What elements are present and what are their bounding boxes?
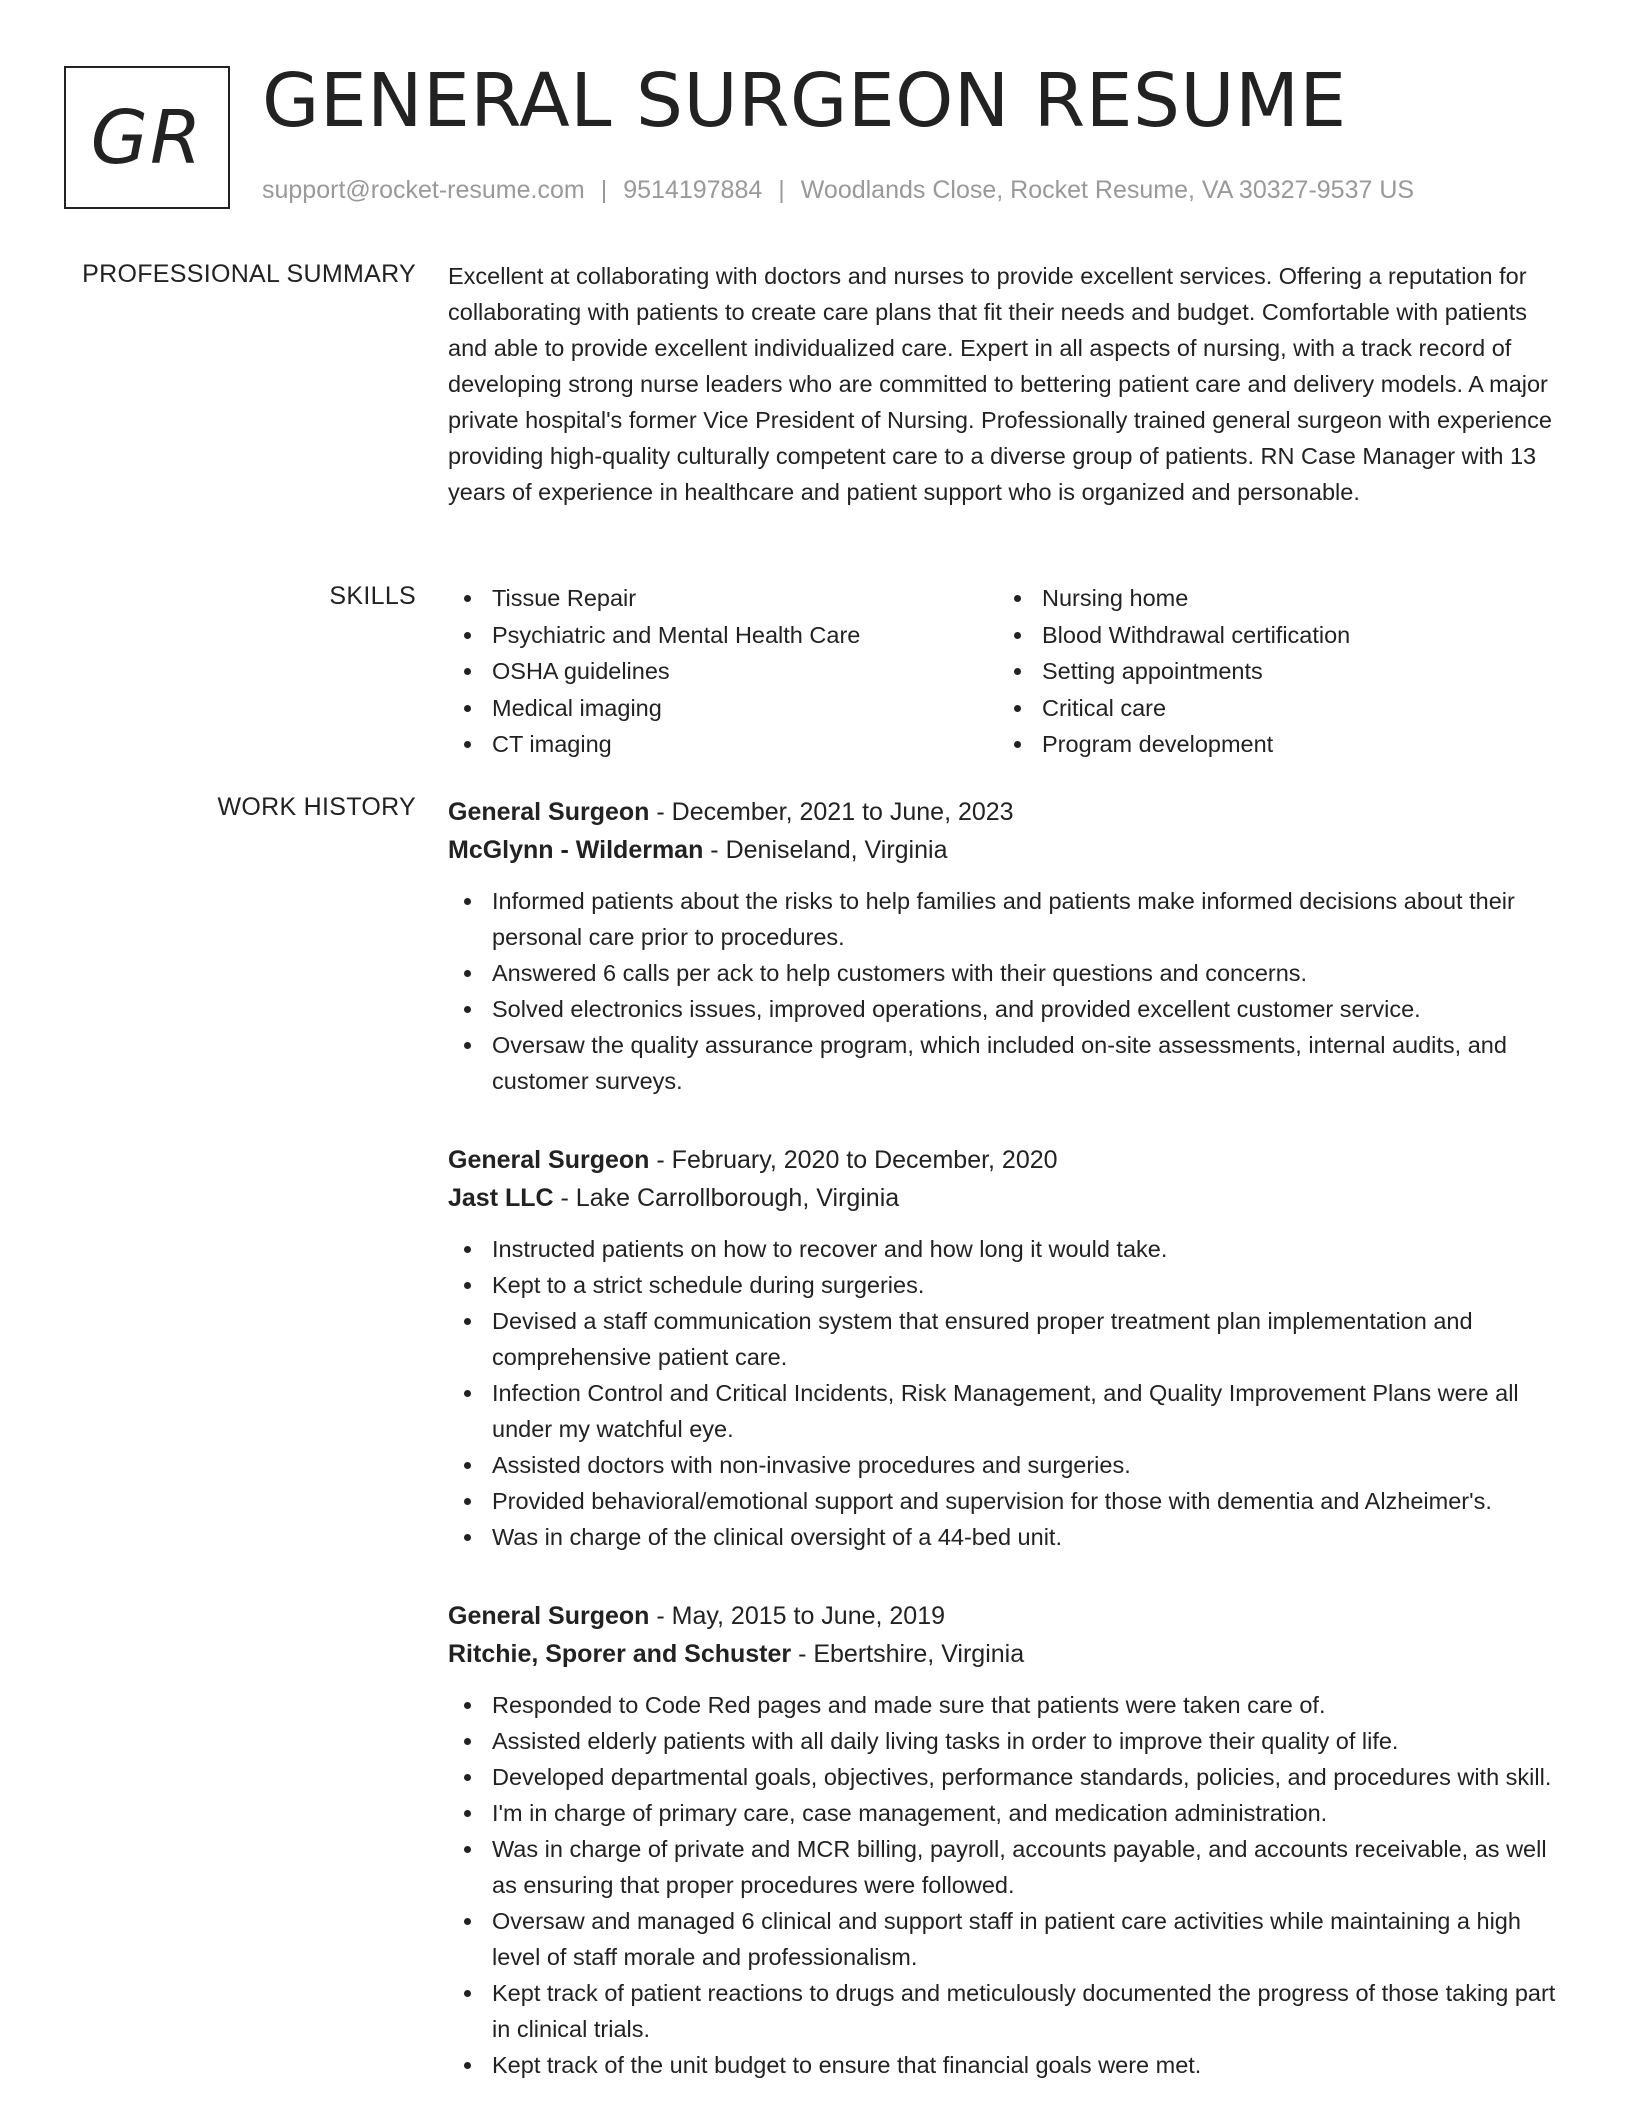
job-company-line	[448, 1635, 1568, 1673]
job-bullet: Informed patients about the risks to help families and patients make informed decisions about their personal care prior to procedures.	[448, 883, 1568, 955]
job-title: General Surgeon	[448, 798, 650, 826]
job-location: - Ebertshire, Virginia	[791, 1640, 1025, 1668]
job-title: General Surgeon	[448, 1602, 650, 1630]
job-bullet-list	[448, 1231, 1568, 1555]
job-company-line	[448, 831, 1568, 869]
summary-body	[448, 258, 1568, 510]
job-bullet: Provided behavioral/emotional support and supervision for those with dementia and Alzheimer's.	[448, 1483, 1568, 1519]
job-bullet: Devised a staff communication system that ensured proper treatment plan implementation and comprehensive patient care.	[448, 1303, 1568, 1375]
contact-separator: |	[600, 176, 608, 204]
job-bullet: Kept to a strict schedule during surgeries.	[448, 1267, 1568, 1303]
job-bullet: Assisted doctors with non-invasive procedures and surgeries.	[448, 1447, 1568, 1483]
skill-item: OSHA guidelines	[448, 653, 998, 690]
skill-item: CT imaging	[448, 726, 998, 763]
job-bullet-list	[448, 1687, 1568, 2083]
job-location: - Lake Carrollborough, Virginia	[553, 1184, 900, 1212]
contact-separator: |	[778, 176, 785, 204]
contact-phone: 9514197884	[623, 176, 763, 204]
monogram-box	[64, 66, 230, 209]
monogram-initials: GR	[90, 94, 204, 181]
job-bullet: Kept track of the unit budget to ensure that financial goals were met.	[448, 2047, 1568, 2083]
skills-columns	[448, 580, 1568, 763]
job-bullet: Assisted elderly patients with all daily living tasks in order to improve their quality of life.	[448, 1723, 1568, 1759]
job-bullet-list	[448, 883, 1568, 1099]
job-entry	[448, 1141, 1568, 1555]
job-location: - Deniseland, Virginia	[703, 836, 948, 864]
skill-item: Program development	[998, 726, 1548, 763]
section-label-skills: SKILLS	[329, 582, 416, 610]
job-company-line	[448, 1179, 1568, 1217]
skills-list-right	[998, 580, 1548, 763]
skill-item: Setting appointments	[998, 653, 1548, 690]
job-title-line	[448, 1141, 1568, 1179]
job-bullet: Answered 6 calls per ack to help customers with their questions and concerns.	[448, 955, 1568, 991]
contact-email: support@rocket-resume.com	[262, 176, 585, 204]
skill-item: Critical care	[998, 690, 1548, 727]
skill-item: Medical imaging	[448, 690, 998, 727]
job-bullet: Responded to Code Red pages and made sure that patients were taken care of.	[448, 1687, 1568, 1723]
job-bullet: Instructed patients on how to recover and how long it would take.	[448, 1231, 1568, 1267]
skill-item: Tissue Repair	[448, 580, 998, 617]
job-dates: - December, 2021 to June, 2023	[649, 798, 1014, 826]
skill-item: Psychiatric and Mental Health Care	[448, 617, 998, 654]
work-body	[448, 793, 1568, 2112]
skill-item: Nursing home	[998, 580, 1548, 617]
job-company: Jast LLC	[448, 1184, 554, 1212]
summary-text: Excellent at collaborating with doctors and nurses to provide excellent services. Offering a reputation for collaborating with patients to create care plans that fit their needs and budget. Comfortable with patients and able to provide excellent individualized care. Expert in all aspects of nursing, with a track record of developing strong nurse leaders who are committed to bettering patient care and delivery models. A major private hospital's former Vice President of Nursing. Professionally trained general surgeon with experience providing high-quality culturally competent care to a diverse group of patients. RN Case Manager with 13 years of experience in healthcare and patient support who is organized and personable.	[448, 263, 1552, 505]
job-company: McGlynn - Wilderman	[448, 836, 704, 864]
job-dates: - May, 2015 to June, 2019	[649, 1602, 946, 1630]
job-bullet: Infection Control and Critical Incidents, Risk Management, and Quality Improvement Plans were all under my watchful eye.	[448, 1375, 1568, 1447]
contact-line	[262, 176, 1414, 205]
job-title: General Surgeon	[448, 1146, 650, 1174]
job-bullet: I'm in charge of primary care, case management, and medication administration.	[448, 1795, 1568, 1831]
skills-list-left	[448, 580, 998, 763]
job-entry	[448, 1597, 1568, 2083]
job-bullet: Was in charge of private and MCR billing, payroll, accounts payable, and accounts receivable, as well as ensuring that proper procedures were followed.	[448, 1831, 1568, 1903]
contact-address: Woodlands Close, Rocket Resume, VA 30327-9537 US	[800, 176, 1415, 204]
job-bullet: Oversaw and managed 6 clinical and support staff in patient care activities while maintaining a high level of staff morale and professionalism.	[448, 1903, 1568, 1975]
job-entry	[448, 793, 1568, 1099]
skills-body	[448, 580, 1568, 763]
job-title-line	[448, 1597, 1568, 1635]
job-dates: - February, 2020 to December, 2020	[649, 1146, 1058, 1174]
job-bullet: Oversaw the quality assurance program, which included on-site assessments, internal audits, and customer surveys.	[448, 1027, 1568, 1099]
job-bullet: Kept track of patient reactions to drugs and meticulously documented the progress of those taking part in clinical trials.	[448, 1975, 1568, 2047]
section-label-summary: PROFESSIONAL SUMMARY	[82, 260, 416, 288]
job-company: Ritchie, Sporer and Schuster	[448, 1640, 792, 1668]
job-title-line	[448, 793, 1568, 831]
job-bullet: Was in charge of the clinical oversight of a 44-bed unit.	[448, 1519, 1568, 1555]
job-bullet: Developed departmental goals, objectives, performance standards, policies, and procedures with skill.	[448, 1759, 1568, 1795]
job-bullet: Solved electronics issues, improved operations, and provided excellent customer service.	[448, 991, 1568, 1027]
skill-item: Blood Withdrawal certification	[998, 617, 1548, 654]
section-label-work: WORK HISTORY	[217, 793, 416, 821]
resume-title: GENERAL SURGEON RESUME	[262, 58, 1347, 144]
